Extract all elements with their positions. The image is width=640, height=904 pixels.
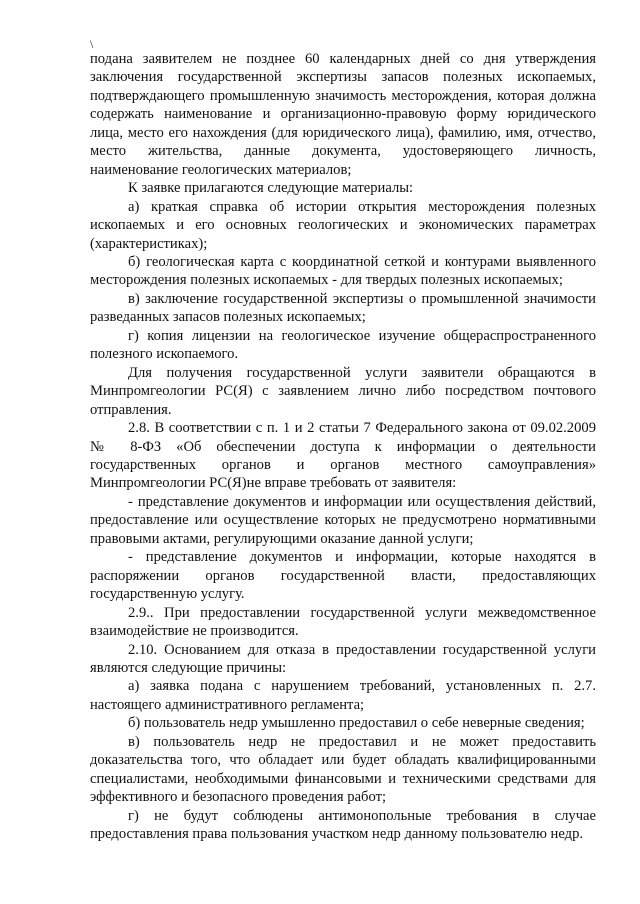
paragraph-2-9: 2.9.. При предоставлении государственной услуги межведомственное взаимодействие не производится. — [90, 604, 596, 640]
paragraph-item-a-history: а) краткая справка об истории открытия месторождения полезных ископаемых и его основных геологических и экономических параметрах (характеристиках); — [90, 198, 596, 252]
paragraph-refusal-b: б) пользователь недр умышленно предоставил о себе неверные сведения; — [128, 715, 585, 732]
document-page — [90, 38, 596, 843]
paragraph-refusal-c: в) пользователь недр не предоставил и не может предоставить доказательства того, что обладает или будет обладать квалифицированными специалистами, необходимыми финансовыми и техническими средствами для эффективного и безопасного проведения работ; — [90, 733, 596, 806]
paragraph-2-10: 2.10. Основанием для отказа в предоставлении государственной услуги являются следующие причины: — [90, 641, 596, 676]
paragraph-2-8-dash-2: - представление документов и информации, которые находятся в распоряжении органов государственной власти, предоставляющих государственную услугу. — [90, 549, 596, 603]
paragraph-refusal-d: г) не будут соблюдены антимонопольные требования в случае предоставления права пользования участком недр данному пользователю недр. — [90, 807, 596, 843]
paragraph-item-d-license: г) копия лицензии на геологическое изучение общераспространенного полезного ископаемого. — [90, 327, 596, 363]
paragraph-attachments-intro: К заявке прилагаются следующие материалы: — [128, 180, 414, 197]
scan-mark: \ — [90, 37, 94, 51]
paragraph-2-8-dash-1: - представление документов и информации или осуществления действий, предоставление или осуществление которых не предусмотрено нормативными правовыми актами, регулирующими оказание данной услуги; — [90, 493, 596, 547]
paragraph-how-to-apply: Для получения государственной услуги заявители обращаются в Минпромгеологии РС(Я) с заявлением лично либо посредством почтового отправления. — [90, 364, 596, 418]
paragraph-application-details: подана заявителем не позднее 60 календарных дней со дня утверждения заключения государственной экспертизы запасов полезных ископаемых, подтверждающего промышленную значимость месторождения, которая должна содержать наименование и организационно-правовую форму юридического лица, место его нахождения (для юридического лица), фамилию, имя, отчество, место жительства, данные документа, удостоверяющего личность, наименование геологических материалов; — [90, 51, 596, 178]
paragraph-item-b-map: б) геологическая карта с координатной сеткой и контурами выявленного месторождения полезных ископаемых - для твердых полезных ископаемых; — [90, 253, 596, 289]
paragraph-item-c-expertise: в) заключение государственной экспертизы о промышленной значимости разведанных запасов полезных ископаемых; — [90, 290, 596, 326]
paragraph-refusal-a: а) заявка подана с нарушением требований, установленных п. 2.7. настоящего административного регламента; — [90, 678, 596, 713]
paragraph-2-8: 2.8. В соответствии с п. 1 и 2 статьи 7 Федерального закона от 09.02.2009 № 8-ФЗ «Об обеспечении доступа к информации о деятельности государственных органов и органов местного самоуправления» Минпромгеологии РС(Я)не вправе требовать от заявителя: — [90, 420, 596, 492]
